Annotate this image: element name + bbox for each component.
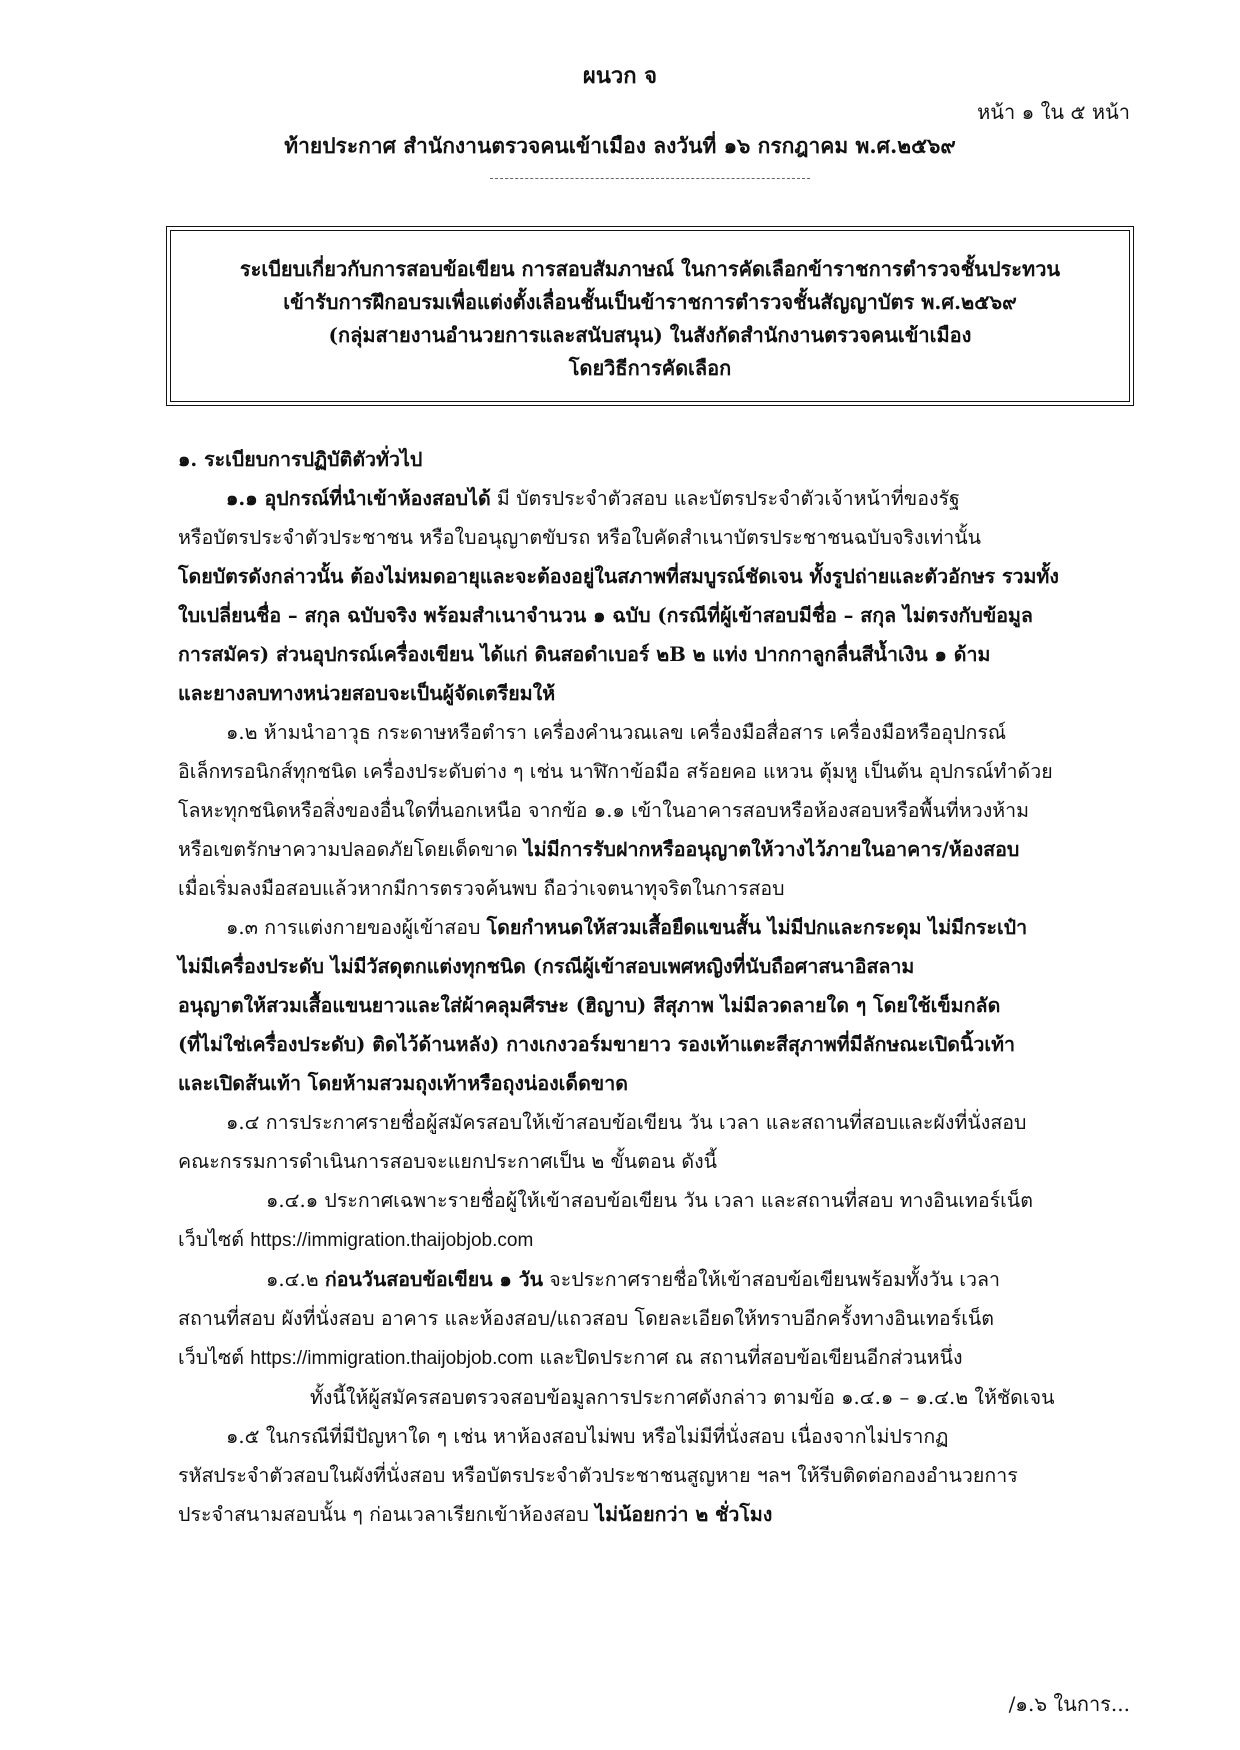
headline-suffix: กรกฎาคม พ.ศ.๒๕๖๙ bbox=[750, 133, 956, 158]
title-line-3: (กลุ่มสายงานอำนวยการและสนับสนุน) ในสังกัดสำนักงานตรวจคนเข้าเมือง bbox=[328, 323, 972, 347]
paragraph-1-4-2-line bbox=[178, 1338, 1122, 1378]
paragraph-1-4-1-line bbox=[178, 1220, 1122, 1260]
annex-label: ผนวก จ bbox=[582, 63, 658, 89]
website-url-link[interactable]: https://immigration.thaijobjob.com bbox=[250, 1348, 534, 1369]
paragraph-1-1-line: โดยบัตรดังกล่าวนั้น ต้องไม่หมดอายุและจะต้องอยู่ในสภาพที่สมบูรณ์ชัดเจน ทั้งรูปถ่ายและตัวอักษร รวมทั้ง bbox=[178, 565, 1059, 588]
title-line-2: เข้ารับการฝึกอบรมเพื่อแต่งตั้งเลื่อนชั้นเป็นข้าราชการตำรวจชั้นสัญญาบัตร พ.ศ.๒๕๖๙ bbox=[283, 290, 1017, 314]
paragraph-1-3-line: ไม่มีเครื่องประดับ ไม่มีวัสดุตกแต่งทุกชนิด (กรณีผู้เข้าสอบเพศหญิงที่นับถือศาสนาอิสลาม bbox=[178, 955, 915, 978]
headline-prefix: ท้ายประกาศ สำนักงานตรวจคนเข้าเมือง ลงวันที่ bbox=[284, 133, 724, 158]
paragraph-1-2-bold: ไม่มีการรับฝากหรืออนุญาตให้วางไว้ภายในอาคาร/ห้องสอบ bbox=[523, 838, 1020, 861]
paragraph-1-3-line: อนุญาตให้สวมเสื้อแขนยาวและใส่ผ้าคลุมศีรษะ (ฮิญาบ) สีสุภาพ ไม่มีลวดลายใด ๆ โดยใช้เข็มกลัด bbox=[178, 994, 1001, 1017]
paragraph-1-5-line: รหัสประจำตัวสอบในผังที่นั่งสอบ หรือบัตรประจำตัวประชาชนสูญหาย ฯลฯ ให้รีบติดต่อกองอำนวยการ bbox=[178, 1464, 1018, 1487]
section-1-heading: ๑. ระเบียบการปฏิบัติตัวทั่วไป bbox=[178, 448, 423, 471]
paragraph-1-1-line: การสมัคร) ส่วนอุปกรณ์เครื่องเขียน ได้แก่ ดินสอดำเบอร์ ๒B ๒ แท่ง ปากกาลูกลื่นสีน้ำเงิน ๑ ด้าม bbox=[178, 643, 991, 666]
paragraph-1-2-text: หรือเขตรักษาความปลอดภัยโดยเด็ดขาด bbox=[178, 838, 524, 861]
paragraph-1-4-line: คณะกรรมการดำเนินการสอบจะแยกประกาศเป็น ๒ ขั้นตอน ดังนี้ bbox=[178, 1150, 718, 1173]
paragraph-1-3-line: (ที่ไม่ใช่เครื่องประดับ) ติดไว้ด้านหลัง) กางเกงวอร์มขายาว รองเท้าแตะสีสุภาพที่มีลักษณะเปิดนิ้วเท้า bbox=[178, 1033, 1016, 1056]
document-body bbox=[178, 440, 1122, 1534]
paragraph-1-3-bold: โดยกำหนดให้สวมเสื้อยืดแขนสั้น ไม่มีปกและกระดุม ไม่มีกระเป๋า bbox=[486, 916, 1028, 939]
paragraph-1-2-line bbox=[178, 830, 1122, 869]
paragraph-1-2-line: ๑.๒ ห้ามนำอาวุธ กระดาษหรือตำรา เครื่องคำนวณเลข เครื่องมือสื่อสาร เครื่องมือหรืออุปกรณ์ bbox=[226, 721, 1007, 744]
paragraph-1-5-text: ประจำสนามสอบนั้น ๆ ก่อนเวลาเรียกเข้าห้องสอบ bbox=[178, 1503, 596, 1526]
website-url-link[interactable]: https://immigration.thaijobjob.com bbox=[250, 1230, 534, 1251]
paragraph-1-2-line: เมื่อเริ่มลงมือสอบแล้วหากมีการตรวจค้นพบ ถือว่าเจตนาทุจริตในการสอบ bbox=[178, 877, 785, 900]
paragraph-1-4-2-rest: จะประกาศรายชื่อให้เข้าสอบข้อเขียนพร้อมทั้งวัน เวลา bbox=[543, 1268, 1000, 1291]
paragraph-1-1-line: และยางลบทางหน่วยสอบจะเป็นผู้จัดเตรียมให้ bbox=[178, 682, 556, 705]
paragraph-1-2-line: อิเล็กทรอนิกส์ทุกชนิด เครื่องประดับต่าง ๆ เช่น นาฬิกาข้อมือ สร้อยคอ แหวน ตุ้มหู เป็นต้น อุปกรณ์ทำด้วย bbox=[178, 760, 1053, 783]
website-label: เว็บไซต์ bbox=[178, 1346, 251, 1369]
paragraph-1-3-lead: ๑.๓ การแต่งกายของผู้เข้าสอบ bbox=[226, 916, 487, 939]
title-box bbox=[170, 230, 1130, 402]
paragraph-1-4-2-line: สถานที่สอบ ผังที่นั่งสอบ อาคาร และห้องสอบ/แถวสอบ โดยละเอียดให้ทราบอีกครั้งทางอินเทอร์เน็ต bbox=[178, 1307, 995, 1330]
paragraph-1-2-line: โลหะทุกชนิดหรือสิ่งของอื่นใดที่นอกเหนือ จากข้อ ๑.๑ เข้าในอาคารสอบหรือห้องสอบหรือพื้นที่หวงห้าม bbox=[178, 799, 1030, 822]
paragraph-1-1-rest: มี บัตรประจำตัวสอบ และบัตรประจำตัวเจ้าหน้าที่ของรัฐ bbox=[490, 487, 960, 510]
title-line-1: ระเบียบเกี่ยวกับการสอบข้อเขียน การสอบสัมภาษณ์ ในการคัดเลือกข้าราชการตำรวจชั้นประทวน bbox=[239, 257, 1061, 281]
website-label: เว็บไซต์ bbox=[178, 1228, 251, 1251]
paragraph-1-4-note: ทั้งนี้ให้ผู้สมัครสอบตรวจสอบข้อมูลการประกาศดังกล่าว ตามข้อ ๑.๔.๑ – ๑.๔.๒ ให้ชัดเจน bbox=[310, 1386, 1055, 1409]
paragraph-1-1-line: ใบเปลี่ยนชื่อ – สกุล ฉบับจริง พร้อมสำเนาจำนวน ๑ ฉบับ (กรณีที่ผู้เข้าสอบมีชื่อ – สกุล ไม่ตรงกับข้อมูล bbox=[178, 604, 1033, 627]
separator-line bbox=[490, 178, 810, 179]
paragraph-1-4-line: ๑.๔ การประกาศรายชื่อผู้สมัครสอบให้เข้าสอบข้อเขียน วัน เวลา และสถานที่สอบและผังที่นั่งสอบ bbox=[226, 1111, 1027, 1134]
page-number: หน้า ๑ ใน ๕ หน้า bbox=[977, 100, 1130, 124]
paragraph-1-4-2-number: ๑.๔.๒ bbox=[266, 1268, 325, 1291]
title-line-4: โดยวิธีการคัดเลือก bbox=[568, 356, 732, 380]
paragraph-1-4-2-rest: และปิดประกาศ ณ สถานที่สอบข้อเขียนอีกส่วนหนึ่ง bbox=[533, 1346, 963, 1369]
paragraph-1-3-line: และเปิดส้นเท้า โดยห้ามสวมถุงเท้าหรือถุงน่องเด็ดขาด bbox=[178, 1072, 628, 1095]
paragraph-1-4-2-line bbox=[178, 1260, 1122, 1299]
paragraph-1-1-line: หรือบัตรประจำตัวประชาชน หรือใบอนุญาตขับรถ หรือใบคัดสำเนาบัตรประชาชนฉบับจริงเท่านั้น bbox=[178, 526, 981, 549]
paragraph-1-4-1-line: ๑.๔.๑ ประกาศเฉพาะรายชื่อผู้ให้เข้าสอบข้อเขียน วัน เวลา และสถานที่สอบ ทางอินเทอร์เน็ต bbox=[266, 1189, 1033, 1212]
announcement-headline bbox=[0, 130, 1240, 163]
paragraph-1-3-line bbox=[178, 908, 1122, 947]
paragraph-1-1-lead: ๑.๑ อุปกรณ์ที่นำเข้าห้องสอบได้ bbox=[226, 487, 491, 510]
paragraph-1-5-line bbox=[178, 1495, 1122, 1534]
paragraph-1-5-bold: ไม่น้อยกว่า ๒ ชั่วโมง bbox=[595, 1503, 773, 1526]
headline-day: ๑๖ bbox=[723, 133, 751, 158]
paragraph-1-1-line bbox=[178, 479, 1122, 518]
paragraph-1-4-2-bold: ก่อนวันสอบข้อเขียน ๑ วัน bbox=[324, 1268, 544, 1291]
paragraph-1-5-line: ๑.๕ ในกรณีที่มีปัญหาใด ๆ เช่น หาห้องสอบไม่พบ หรือไม่มีที่นั่งสอบ เนื่องจากไม่ปรากฏ bbox=[226, 1425, 949, 1448]
continuation-footer: /๑.๖ ในการ... bbox=[1008, 1692, 1130, 1716]
